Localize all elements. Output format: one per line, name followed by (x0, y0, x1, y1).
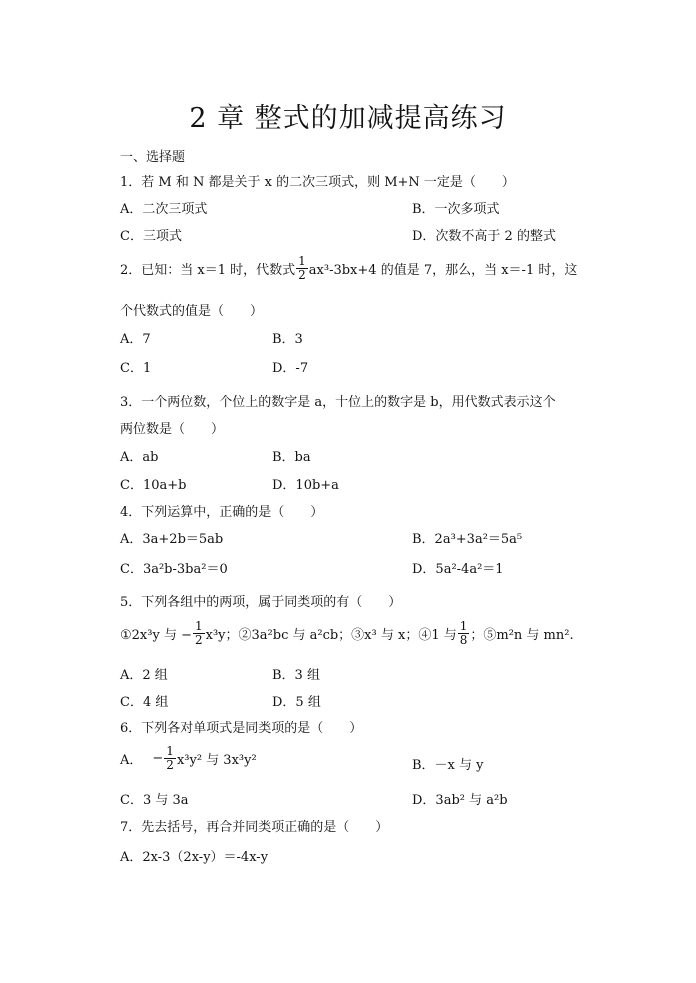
question-7-option-a[interactable]: A．2x-3（2x-y）＝-4x-y (120, 850, 269, 865)
fraction-denominator: 2 (166, 758, 174, 772)
question-2-option-a[interactable]: A．7 (120, 332, 151, 347)
fraction-numerator: 1 (298, 254, 306, 268)
question-2-stem-part-b: ax³-3bx+4 的值是 7，那么，当 x＝-1 时，这 (308, 263, 578, 278)
question-5-option-d[interactable]: D．5 组 (272, 695, 321, 710)
question-4-option-d[interactable]: D．5a²-4a²＝1 (412, 562, 504, 577)
question-4-stem: 4．下列运算中，正确的是（ ） (120, 505, 324, 520)
question-5-fraction-1 (193, 620, 205, 647)
fraction-numerator: 1 (459, 619, 468, 633)
question-6-option-a[interactable] (120, 745, 257, 772)
page-title: 2 章 整式的加减提高练习 (189, 103, 507, 134)
question-5-fraction-2 (458, 620, 470, 647)
fraction-denominator: 2 (194, 633, 203, 647)
question-1-option-c[interactable]: C．三项式 (120, 229, 182, 244)
question-1-option-b[interactable]: B．一次多项式 (412, 202, 500, 217)
question-2-stem (120, 255, 577, 282)
question-5-option-c[interactable]: C．4 组 (120, 695, 169, 710)
fraction-numerator: 1 (194, 619, 203, 633)
option-a-expression: x³y² 与 3x³y² (176, 753, 257, 768)
question-3-option-c[interactable]: C．10a+b (120, 478, 187, 493)
question-5-items-part-a: ①2x³y 与 − (120, 628, 192, 643)
question-4-option-b[interactable]: B．2a³+3a²＝5a⁵ (412, 532, 523, 547)
question-1-option-d[interactable]: D．次数不高于 2 的整式 (412, 229, 556, 244)
fraction-numerator: 1 (166, 744, 174, 758)
fraction-denominator: 8 (459, 633, 468, 647)
question-2-option-c[interactable]: C．1 (120, 361, 152, 376)
question-5-items-part-c: ；⑤m²n 与 mn². (470, 628, 574, 643)
question-5-option-b[interactable]: B．3 组 (272, 668, 320, 683)
question-3-option-d[interactable]: D．10b+a (272, 478, 339, 493)
question-6-option-d[interactable]: D．3ab² 与 a²b (412, 793, 508, 808)
question-3-stem-part-b: 两位数是（ ） (120, 422, 225, 437)
section-heading: 一、选择题 (120, 150, 186, 165)
question-5-option-a[interactable]: A．2 组 (120, 668, 168, 683)
question-6-option-b[interactable]: B．－x 与 y (412, 758, 484, 773)
question-3-stem-part-a: 3．一个两位数，个位上的数字是 a，十位上的数字是 b，用代数式表示这个 (120, 395, 556, 410)
question-1-stem: 1．若 M 和 N 都是关于 x 的二次三项式，则 M+N 一定是（ ） (120, 175, 515, 190)
option-a-label: A． (120, 753, 143, 768)
question-6-stem: 6．下列各对单项式是同类项的是（ ） (120, 721, 363, 736)
question-5-stem: 5．下列各组中的两项，属于同类项的有（ ） (120, 595, 402, 610)
question-4-option-a[interactable]: A．3a+2b＝5ab (120, 532, 224, 547)
question-1-option-a[interactable]: A．二次三项式 (120, 202, 208, 217)
question-2-stem-part-a: 2．已知：当 x＝1 时，代数式 (120, 263, 296, 278)
question-5-items (120, 620, 574, 647)
question-5-items-part-b: x³y；②3a²bc 与 a²cb；③x³ 与 x；④1 与 (205, 628, 457, 643)
question-7-stem: 7．先去括号，再合并同类项正确的是（ ） (120, 820, 389, 835)
question-2-option-d[interactable]: D．-7 (272, 361, 309, 376)
fraction-denominator: 2 (298, 268, 306, 282)
question-4-option-c[interactable]: C．3a²b-3ba²＝0 (120, 562, 228, 577)
question-3-option-b[interactable]: B．ba (272, 450, 311, 465)
question-2-fraction (296, 255, 308, 282)
question-6-option-c[interactable]: C．3 与 3a (120, 793, 189, 808)
question-2-option-b[interactable]: B．3 (272, 332, 303, 347)
question-3-option-a[interactable]: A．ab (120, 450, 159, 465)
question-2-stem-part-c: 个代数式的值是（ ） (120, 304, 264, 319)
option-a-sign: − (152, 751, 164, 766)
option-a-fraction (164, 745, 176, 772)
